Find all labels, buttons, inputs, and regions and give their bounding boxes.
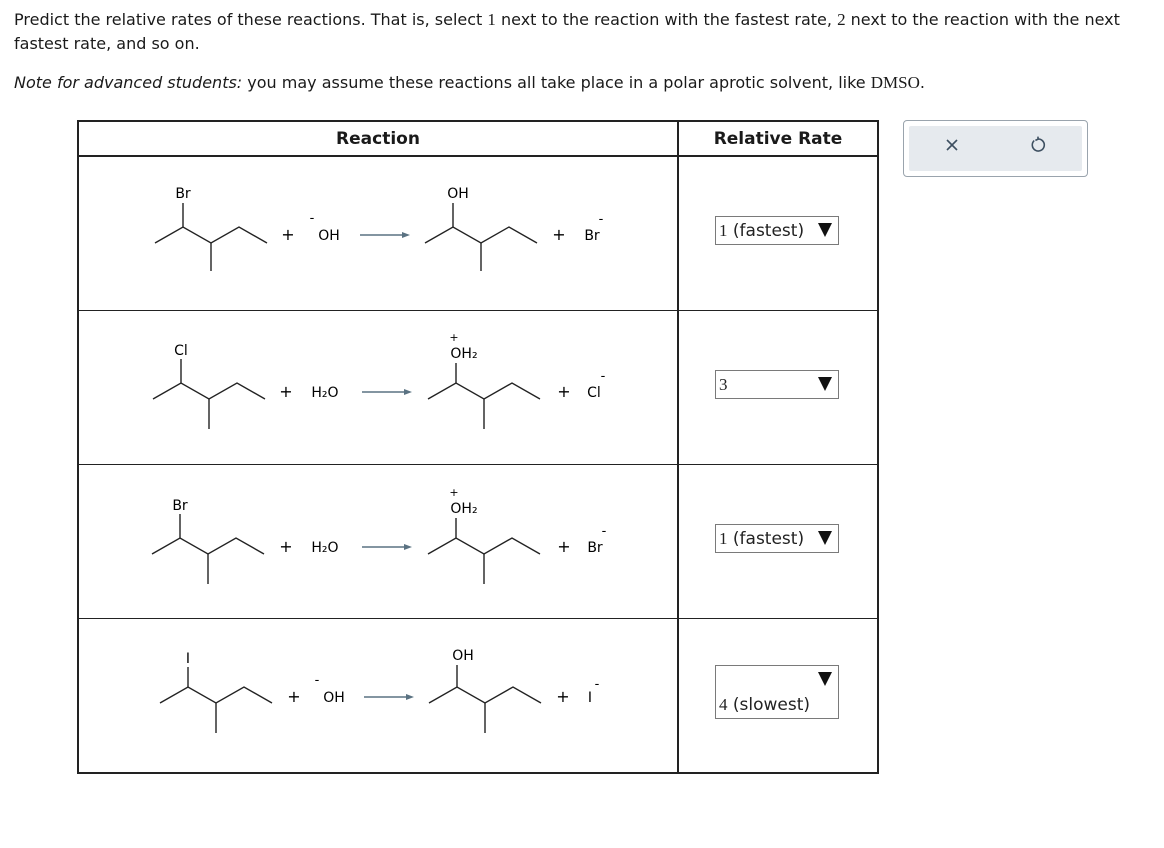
- byproduct-charge: -: [601, 524, 607, 539]
- prompt-text-3: next to the reaction with the next fastest rate, and so on.: [14, 10, 1120, 53]
- rate-cell: [678, 156, 878, 311]
- reaction-arrow: [364, 694, 414, 700]
- reaction-cell: [78, 311, 678, 465]
- plus-sign: +: [281, 225, 295, 244]
- rate-dropdown[interactable]: [715, 524, 839, 553]
- rate-dropdown[interactable]: [715, 665, 839, 719]
- byproduct-label: Br: [584, 228, 600, 244]
- leaving-group-label: Br: [172, 498, 188, 514]
- dropdown-arrow-icon: [818, 377, 832, 391]
- product-group-charge: +: [449, 486, 459, 499]
- reactions-table: [77, 120, 879, 774]
- rate-cell: [678, 619, 878, 774]
- prompt-text-1: Predict the relative rates of these reactions. That is, select: [14, 10, 488, 29]
- product-skeleton: [428, 518, 540, 584]
- rate-number: 4: [719, 695, 728, 714]
- note-label: Note for advanced students:: [14, 73, 243, 92]
- plus-sign: +: [552, 225, 566, 244]
- rate-value: [719, 695, 810, 715]
- product-group-label: OH₂: [450, 501, 478, 517]
- reactant-skeleton: [152, 514, 264, 584]
- product-group-charge: +: [449, 331, 459, 344]
- prompt-number-1: 1: [487, 10, 496, 29]
- byproduct-charge: -: [594, 677, 600, 692]
- product-skeleton: [429, 665, 541, 733]
- product-group-label: OH: [452, 648, 474, 664]
- reaction-scheme: [79, 619, 677, 768]
- leaving-group-label: I: [185, 651, 191, 667]
- product-skeleton: [425, 203, 537, 271]
- reaction-row: [78, 619, 878, 774]
- rate-word: (slowest): [727, 695, 811, 715]
- byproduct-label: Cl: [587, 385, 601, 401]
- plus-sign: +: [279, 382, 293, 401]
- dropdown-arrow-icon: [818, 223, 832, 237]
- solvent-name: DMSO: [870, 73, 920, 92]
- rate-word: (fastest): [727, 529, 805, 549]
- clear-button[interactable]: [938, 131, 966, 159]
- reactant-skeleton: [160, 667, 272, 733]
- dropdown-arrow-icon: [818, 531, 832, 545]
- plus-sign: +: [556, 687, 570, 706]
- nucleophile-charge: -: [314, 673, 320, 688]
- reaction-scheme: [79, 465, 677, 614]
- toolbar-inner: [909, 126, 1082, 171]
- reaction-arrow: [360, 232, 410, 238]
- byproduct-charge: -: [598, 212, 604, 227]
- undo-icon: [1029, 136, 1047, 154]
- nucleophile-label: H₂O: [311, 540, 339, 556]
- header-reaction: Reaction: [78, 121, 678, 156]
- reactant-skeleton: [153, 359, 265, 429]
- header-relative-rate: Relative Rate: [678, 121, 878, 156]
- rate-value: [719, 529, 804, 549]
- reaction-scheme: [79, 311, 677, 460]
- leaving-group-label: Br: [175, 186, 191, 202]
- rate-cell: [678, 311, 878, 465]
- rate-word: (fastest): [727, 221, 805, 241]
- plus-sign: +: [287, 687, 301, 706]
- rate-number: 3: [719, 375, 728, 394]
- rate-value: [719, 221, 804, 241]
- product-skeleton: [428, 363, 540, 429]
- reactant-skeleton: [155, 203, 267, 271]
- rate-cell: [678, 465, 878, 619]
- plus-sign: +: [279, 537, 293, 556]
- answer-toolbar: [903, 120, 1088, 177]
- leaving-group-label: Cl: [174, 343, 188, 359]
- close-icon: [945, 138, 959, 152]
- reaction-row: [78, 156, 878, 311]
- nucleophile-charge: -: [309, 211, 315, 226]
- prompt-text-2: next to the reaction with the fastest rate,: [495, 10, 838, 29]
- product-group-label: OH: [447, 186, 469, 202]
- byproduct-label: Br: [587, 540, 603, 556]
- plus-sign: +: [557, 382, 571, 401]
- nucleophile-label: OH: [323, 690, 345, 706]
- advanced-note: [14, 71, 1154, 95]
- reaction-scheme: [79, 157, 677, 306]
- rate-dropdown[interactable]: [715, 370, 839, 399]
- reaction-arrow: [362, 544, 412, 550]
- nucleophile-label: OH: [318, 228, 340, 244]
- nucleophile-label: H₂O: [311, 385, 339, 401]
- reaction-cell: [78, 619, 678, 774]
- note-text: you may assume these reactions all take place in a polar aprotic solvent, like: [242, 73, 871, 92]
- dropdown-arrow-icon: [818, 672, 832, 686]
- rate-value: [719, 375, 728, 395]
- reaction-row: [78, 465, 878, 619]
- byproduct-label: I: [587, 690, 593, 706]
- prompt-number-2: 2: [837, 10, 846, 29]
- byproduct-charge: -: [600, 369, 606, 384]
- reaction-cell: [78, 465, 678, 619]
- reaction-cell: [78, 156, 678, 311]
- rate-number: 1: [719, 529, 728, 548]
- note-end: .: [919, 73, 925, 92]
- product-group-label: OH₂: [450, 346, 478, 362]
- reaction-arrow: [362, 389, 412, 395]
- rate-number: 1: [719, 221, 728, 240]
- reaction-row: [78, 311, 878, 465]
- question-prompt: [14, 8, 1154, 56]
- rate-dropdown[interactable]: [715, 216, 839, 245]
- plus-sign: +: [557, 537, 571, 556]
- reset-button[interactable]: [1024, 131, 1052, 159]
